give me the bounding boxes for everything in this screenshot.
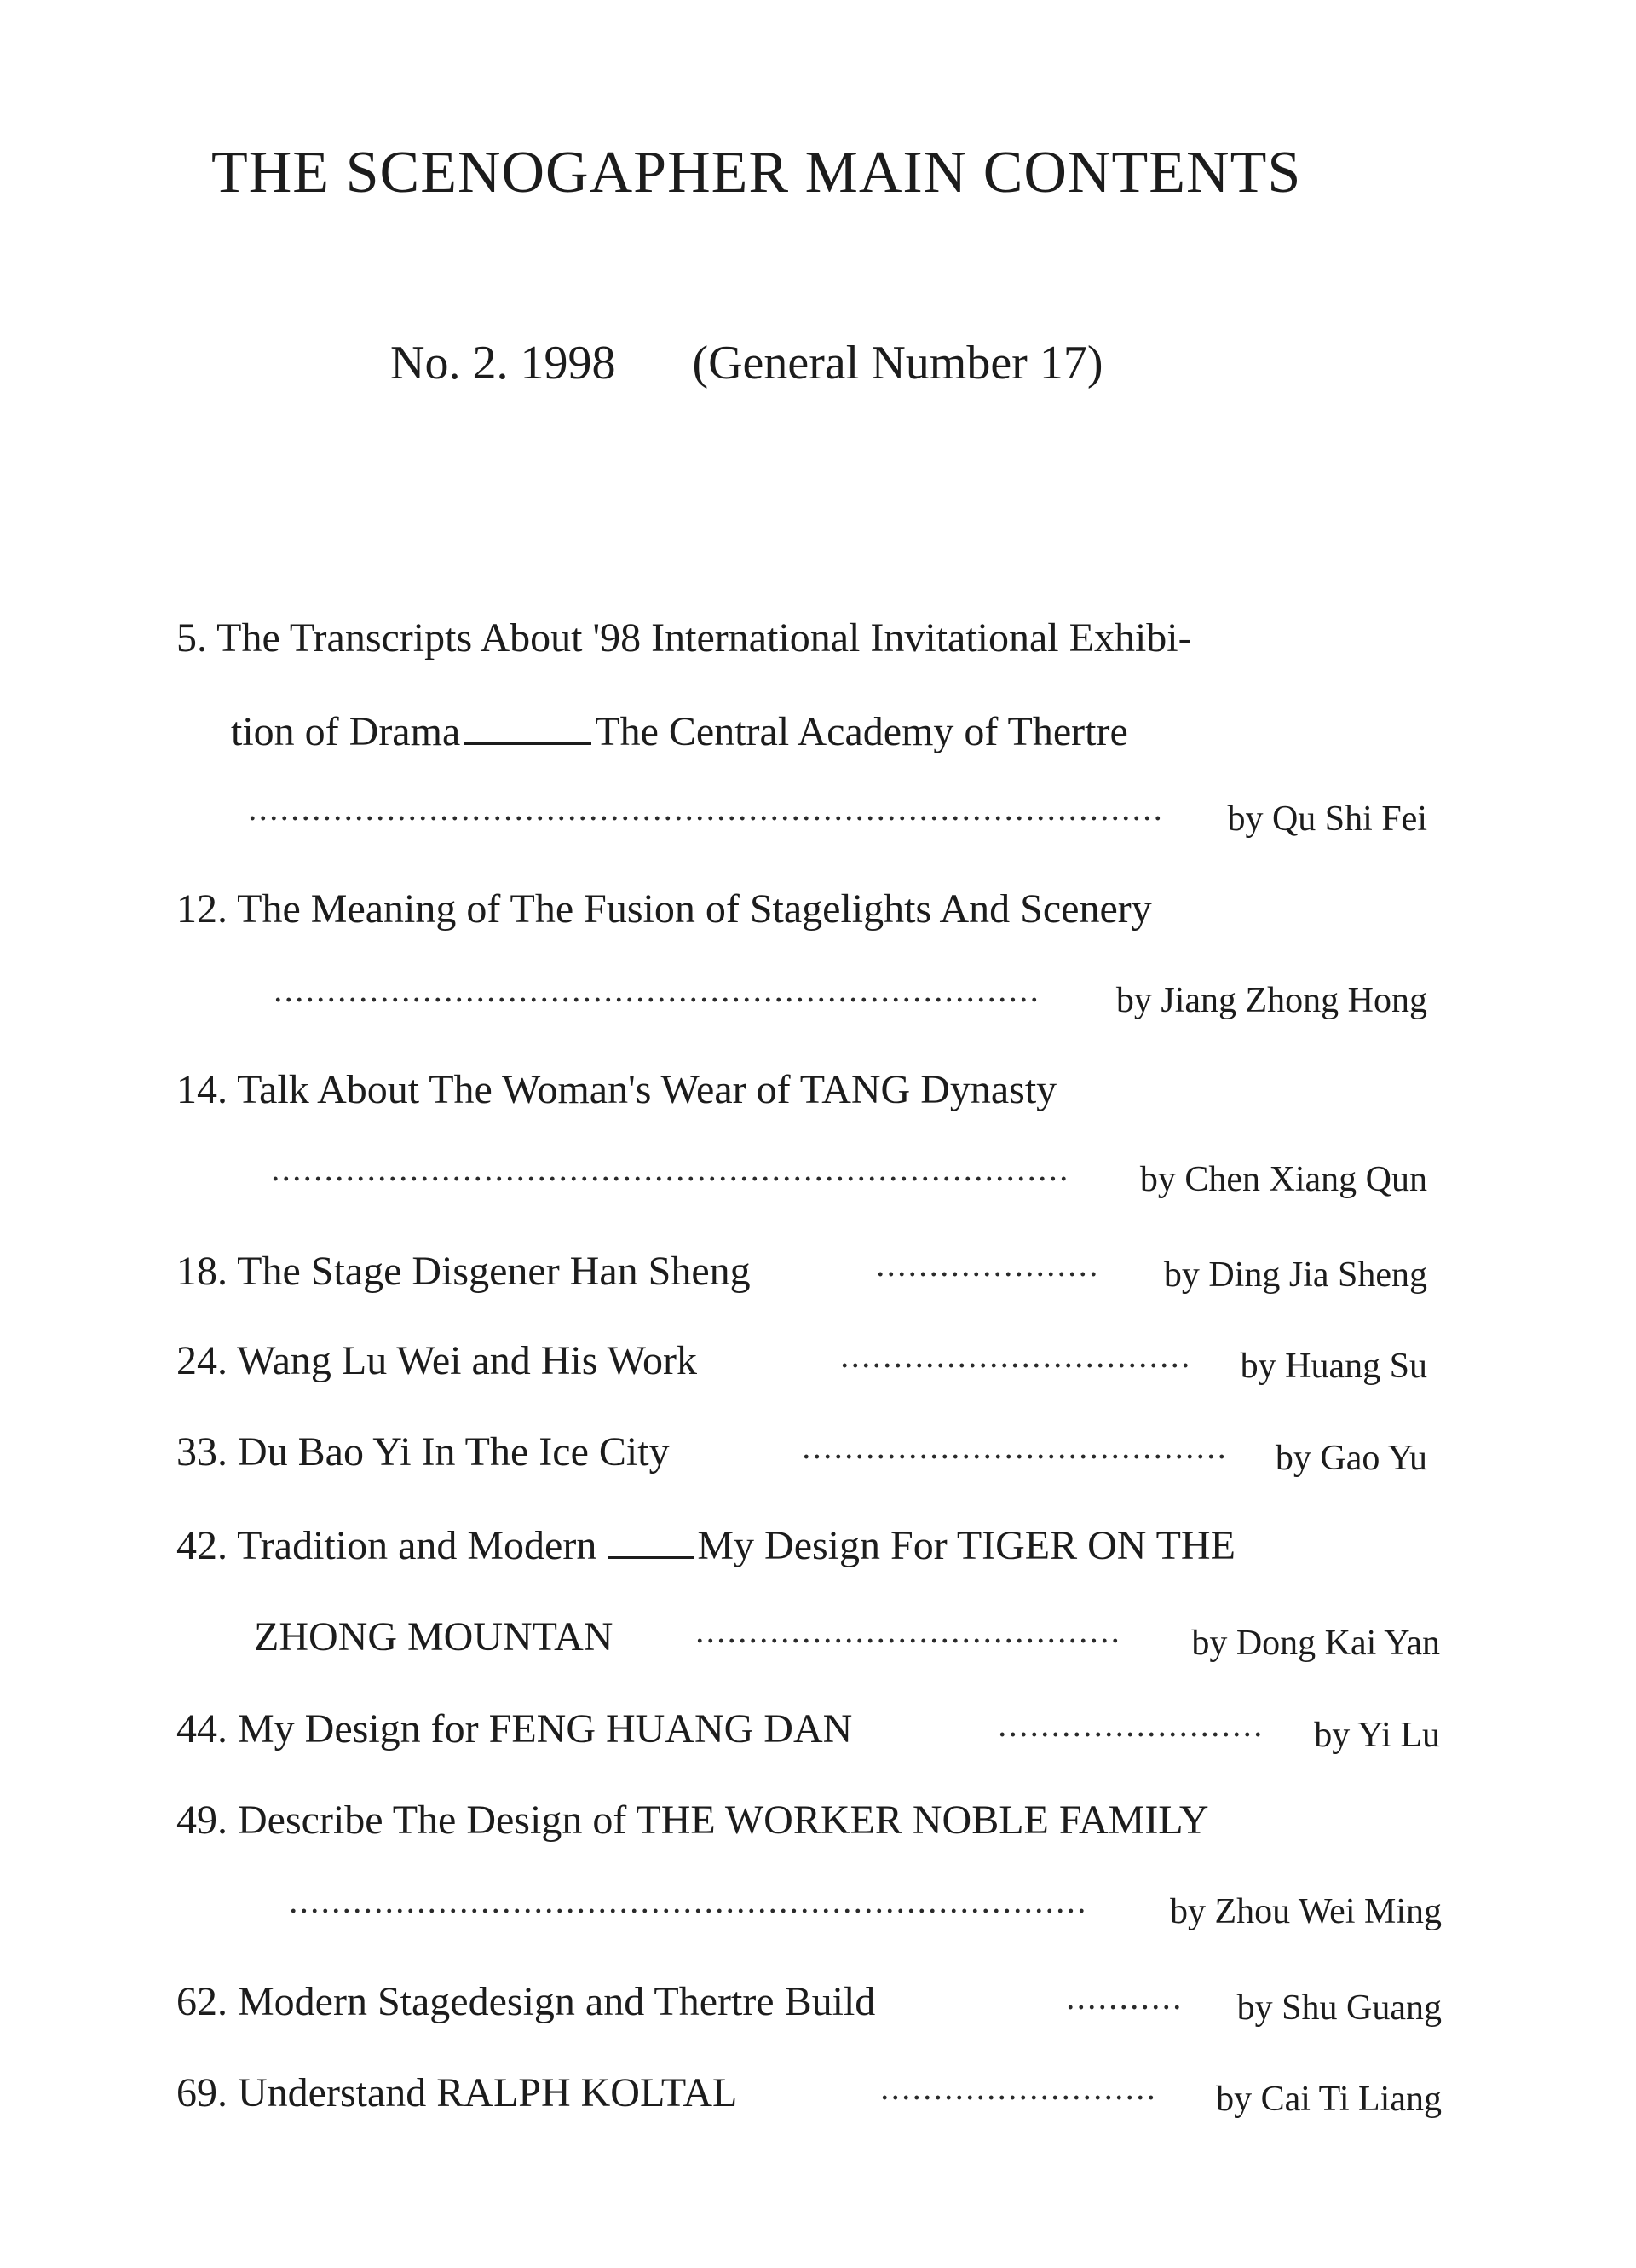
dot-leader xyxy=(270,1174,1069,1183)
toc-entry-title xyxy=(176,1979,876,2024)
toc-entry-title xyxy=(176,1523,1236,1568)
entry-author: by Huang Su xyxy=(1240,1347,1427,1386)
entry-title: Talk About The Woman's Wear of TANG Dynasty xyxy=(237,1067,1057,1112)
toc-entry-title-cont xyxy=(231,709,1128,754)
entry-title-part-a: Tradition and Modern xyxy=(237,1523,597,1568)
dash-separator xyxy=(464,739,591,745)
entry-title: Du Bao Yi In The Ice City xyxy=(238,1429,670,1474)
entry-page-number: 62. xyxy=(176,1979,228,2024)
dot-leader xyxy=(288,1907,1086,1915)
toc-entry-title-cont xyxy=(254,1614,614,1659)
entry-author: by Shu Guang xyxy=(1236,1988,1442,2028)
entry-author: by Dong Kai Yan xyxy=(1191,1624,1440,1663)
dot-leader xyxy=(879,2093,1154,2102)
entry-page-number: 42. xyxy=(176,1523,228,1568)
toc-entry-title xyxy=(176,1706,853,1751)
entry-title: The Stage Disgener Han Sheng xyxy=(237,1249,751,1294)
entry-title-line1: The Transcripts About '98 International Invitational Exhibi- xyxy=(216,615,1192,661)
toc-entry-title xyxy=(176,1429,670,1474)
entry-title: The Meaning of The Fusion of Stagelights And Scenery xyxy=(237,886,1152,932)
dot-leader xyxy=(875,1270,1101,1278)
toc-entry-title xyxy=(176,1338,698,1383)
entry-author: by Ding Jia Sheng xyxy=(1163,1255,1427,1295)
toc-entry-title xyxy=(176,1067,1057,1112)
entry-title: Wang Lu Wei and His Work xyxy=(237,1338,698,1383)
entry-title: Describe The Design of THE WORKER NOBLE FAMILY xyxy=(238,1798,1209,1843)
entry-title: Understand RALPH KOLTAL xyxy=(238,2070,738,2115)
entry-page-number: 49. xyxy=(176,1798,228,1843)
dash-separator xyxy=(608,1553,694,1559)
issue-number: No. 2. 1998 xyxy=(390,337,616,390)
entry-author: by Cai Ti Liang xyxy=(1216,2080,1442,2119)
dot-leader xyxy=(247,814,1163,822)
dot-leader xyxy=(1065,2003,1184,2011)
dot-leader xyxy=(801,1452,1227,1461)
toc-entry-title xyxy=(176,1800,1208,1841)
dot-leader xyxy=(997,1730,1265,1739)
entry-page-number: 44. xyxy=(176,1706,228,1751)
entry-page-number: 24. xyxy=(176,1338,228,1383)
entry-author: by Gao Yu xyxy=(1275,1439,1427,1478)
entry-page-number: 14. xyxy=(176,1067,228,1112)
entry-title: My Design for FENG HUANG DAN xyxy=(238,1706,853,1751)
dot-leader xyxy=(839,1361,1189,1370)
entry-title: Modern Stagedesign and Thertre Build xyxy=(238,1979,876,2024)
entry-title-line2b: The Central Academy of Thertre xyxy=(595,709,1128,754)
entry-author: by Chen Xiang Qun xyxy=(1139,1160,1427,1199)
entry-page-number: 18. xyxy=(176,1249,228,1294)
entry-author: by Zhou Wei Ming xyxy=(1170,1892,1442,1931)
toc-entry-title xyxy=(176,2070,738,2115)
toc-entry-title xyxy=(176,615,1192,661)
dot-leader xyxy=(694,1636,1118,1645)
entry-title-part-b: My Design For TIGER ON THE xyxy=(697,1523,1236,1568)
entry-page-number: 33. xyxy=(176,1429,228,1474)
entry-author: by Jiang Zhong Hong xyxy=(1115,981,1427,1020)
entry-title-line2: ZHONG MOUNTAN xyxy=(254,1614,614,1659)
page-title: THE SCENOGAPHER MAIN CONTENTS xyxy=(211,140,1302,205)
entry-title-line2a: tion of Drama xyxy=(231,709,461,754)
entry-author: by Qu Shi Fei xyxy=(1227,799,1427,839)
toc-entry-title xyxy=(176,1251,751,1292)
entry-page-number: 5. xyxy=(176,615,207,661)
entry-page-number: 12. xyxy=(176,886,228,932)
dot-leader xyxy=(273,995,1040,1004)
entry-author: by Yi Lu xyxy=(1314,1716,1440,1755)
toc-entry-title xyxy=(176,886,1152,932)
general-number: (General Number 17) xyxy=(692,337,1103,390)
entry-page-number: 69. xyxy=(176,2070,228,2115)
